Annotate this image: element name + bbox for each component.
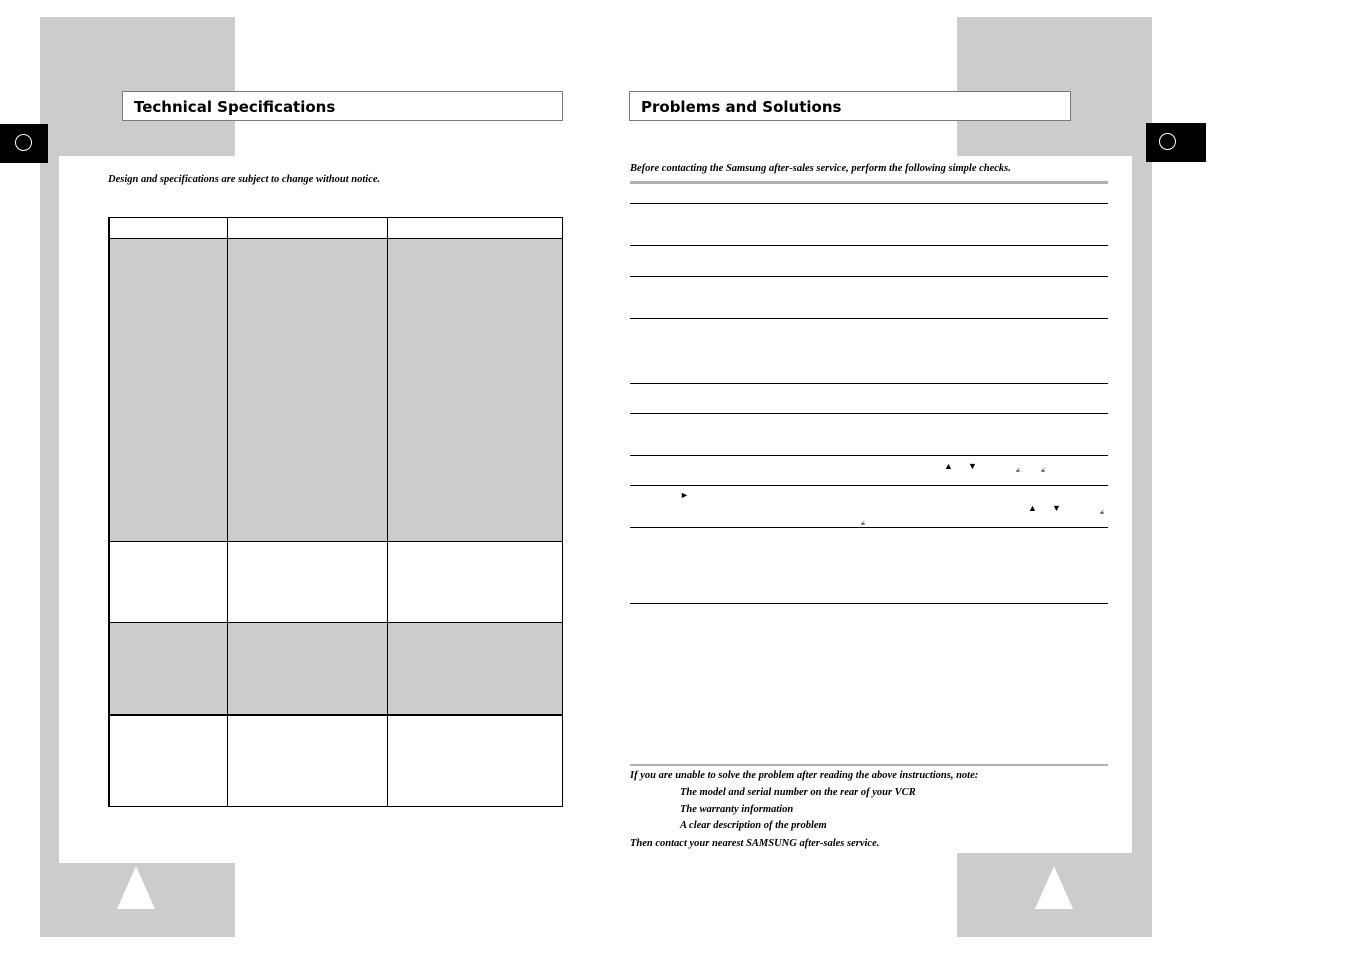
right-page-title: Problems and Solutions (629, 91, 1071, 121)
intro-underline (630, 181, 1108, 184)
up-triangle-icon (117, 866, 155, 909)
row-divider (630, 245, 1108, 246)
row-divider (630, 318, 1108, 319)
row-divider (630, 455, 1108, 456)
row-divider (630, 203, 1108, 204)
row-divider (630, 383, 1108, 384)
footer-item: The model and serial number on the rear of your VCR (680, 787, 916, 798)
right-side-gray-strip (1132, 150, 1152, 870)
small-mark-icon: ⦤ (1100, 508, 1105, 515)
row-divider (630, 413, 1108, 414)
specs-disclaimer: Design and specifications are subject to change without notice. (108, 174, 381, 185)
small-mark-icon: ⦤ (1041, 466, 1046, 473)
row-divider (630, 276, 1108, 277)
left-page-tab (0, 124, 48, 163)
row-divider (630, 603, 1108, 604)
footer-lead: If you are unable to solve the problem after reading the above instructions, note: (630, 770, 979, 781)
footer-item: A clear description of the problem (680, 820, 827, 831)
footer-item: The warranty information (680, 804, 794, 815)
footer-closing: Then contact your nearest SAMSUNG after-sales service. (630, 838, 880, 849)
spec-row-1 (109, 238, 562, 541)
row-divider (630, 485, 1108, 486)
spec-row-3 (109, 622, 562, 715)
left-page-title: Technical Specifications (122, 91, 563, 121)
up-triangle-icon (1035, 866, 1073, 909)
circle-icon (15, 134, 32, 151)
up-arrow-icon: ▲ (1028, 503, 1037, 513)
right-page-tab (1146, 123, 1206, 162)
circle-icon (1159, 133, 1176, 150)
left-side-gray-strip (40, 150, 59, 870)
footer-rule (630, 764, 1108, 766)
row-divider (630, 527, 1108, 528)
troubleshooting-intro: Before contacting the Samsung after-sales service, perform the following simple checks. (630, 163, 1011, 174)
down-arrow-icon: ▼ (1052, 503, 1061, 513)
up-arrow-icon: ▲ (944, 461, 953, 471)
right-content-area (957, 156, 1132, 853)
small-mark-icon: ⦤ (861, 519, 866, 526)
small-mark-icon: ⦤ (1016, 466, 1021, 473)
play-arrow-icon: ► (680, 490, 689, 500)
down-arrow-icon: ▼ (968, 461, 977, 471)
